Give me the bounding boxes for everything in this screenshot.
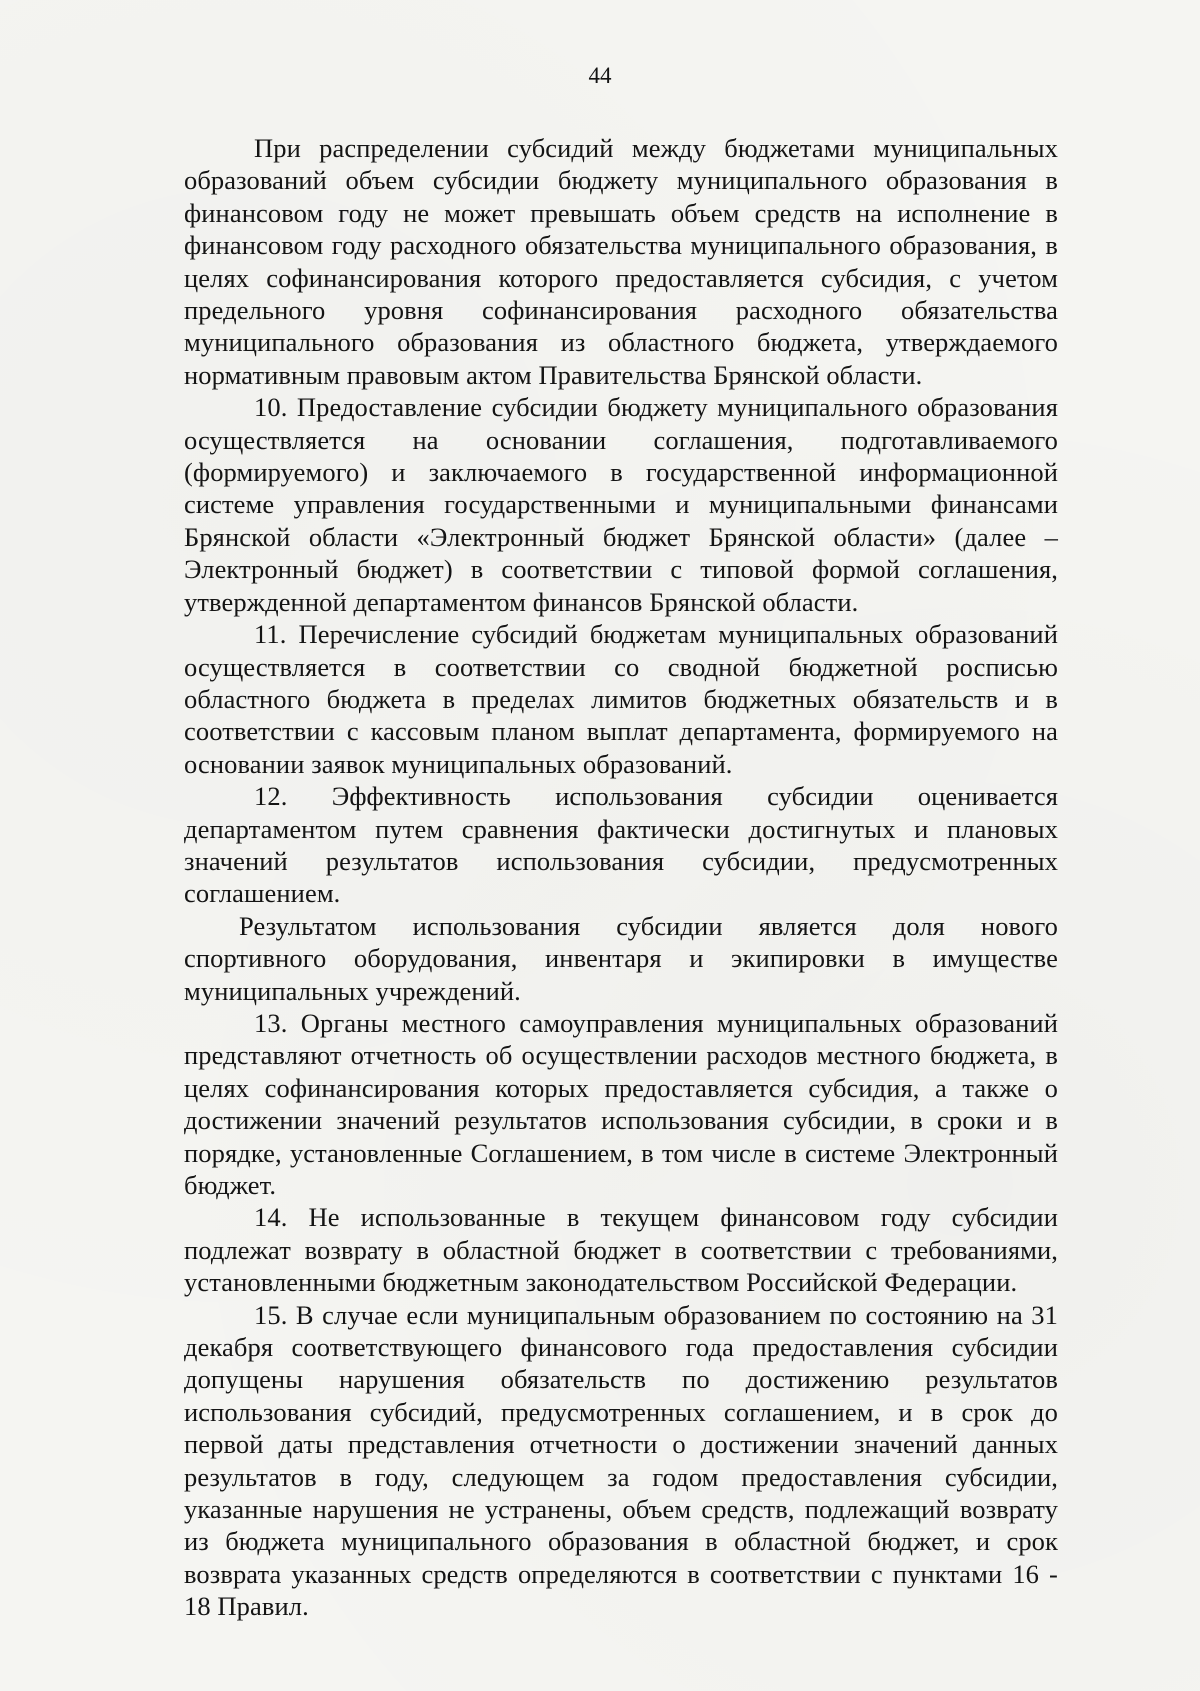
paragraph-13: 13. Органы местного самоуправления муниципальных образований представляют отчетность об осуществлении расходов местного бюджета, в целях софинансирования которых предоставляется субсидия, а также о достижении значений результатов использования субсидии, в сроки и в порядке, установленные Соглашением, в том числе в системе Электронный бюджет. xyxy=(184,1007,1058,1200)
paragraph-10: 10. Предоставление субсидии бюджету муниципального образования осуществляется на основании соглашения, подготавливаемого (формируемого) и заключаемого в государственной информационной системе управления государственными и муниципальными финансами Брянской области «Электронный бюджет Брянской области» (далее – Электронный бюджет) в соответствии с типовой формой соглашения, утвержденной департаментом финансов Брянской области. xyxy=(184,392,1058,617)
paragraph-subsidy-distribution: При распределении субсидий между бюджетами муниципальных образований объем субсидии бюджету муниципального образования в финансовом году не может превышать объем средств на исполнение в финансовом году расходного обязательства муниципального образования, в целях софинансирования которого предоставляется субсидия, с учетом предельного уровня софинансирования расходного обязательства муниципального образования из областного бюджета, утверждаемого нормативным правовым актом Правительства Брянской области. xyxy=(184,133,1058,390)
paragraph-15: 15. В случае если муниципальным образованием по состоянию на 31 декабря соответствующего финансового года предоставления субсидии допущены нарушения обязательств по достижению результатов использования субсидий, предусмотренных соглашением, и в срок до первой даты представления отчетности о достижении значений данных результатов в году, следующем за годом предоставления субсидии, указанные нарушения не устранены, объем средств, подлежащий возврату из бюджета муниципального образования в областной бюджет, и срок возврата указанных средств определяются в соответствии с пунктами 16 - 18 Правил. xyxy=(184,1299,1058,1622)
page-number: 44 xyxy=(588,63,612,88)
paragraph-11: 11. Перечисление субсидий бюджетам муниципальных образований осуществляется в соответствии со сводной бюджетной росписью областного бюджета в пределах лимитов бюджетных обязательств и в соответствии с кассовым планом выплат департамента, формируемого на основании заявок муниципальных образований. xyxy=(184,619,1058,779)
paragraph-12-result: Результатом использования субсидии является доля нового спортивного оборудования, инвентаря и экипировки в имуществе муниципальных учреждений. xyxy=(184,910,1058,1006)
paragraph-12: 12. Эффективность использования субсидии оценивается департаментом путем сравнения фактически достигнутых и плановых значений результатов использования субсидии, предусмотренных соглашением. xyxy=(184,781,1058,909)
paragraph-14: 14. Не использованные в текущем финансовом году субсидии подлежат возврату в областной бюджет в соответствии с требованиями, установленными бюджетным законодательством Российской Федерации. xyxy=(184,1202,1058,1298)
document-body xyxy=(184,132,1058,1623)
